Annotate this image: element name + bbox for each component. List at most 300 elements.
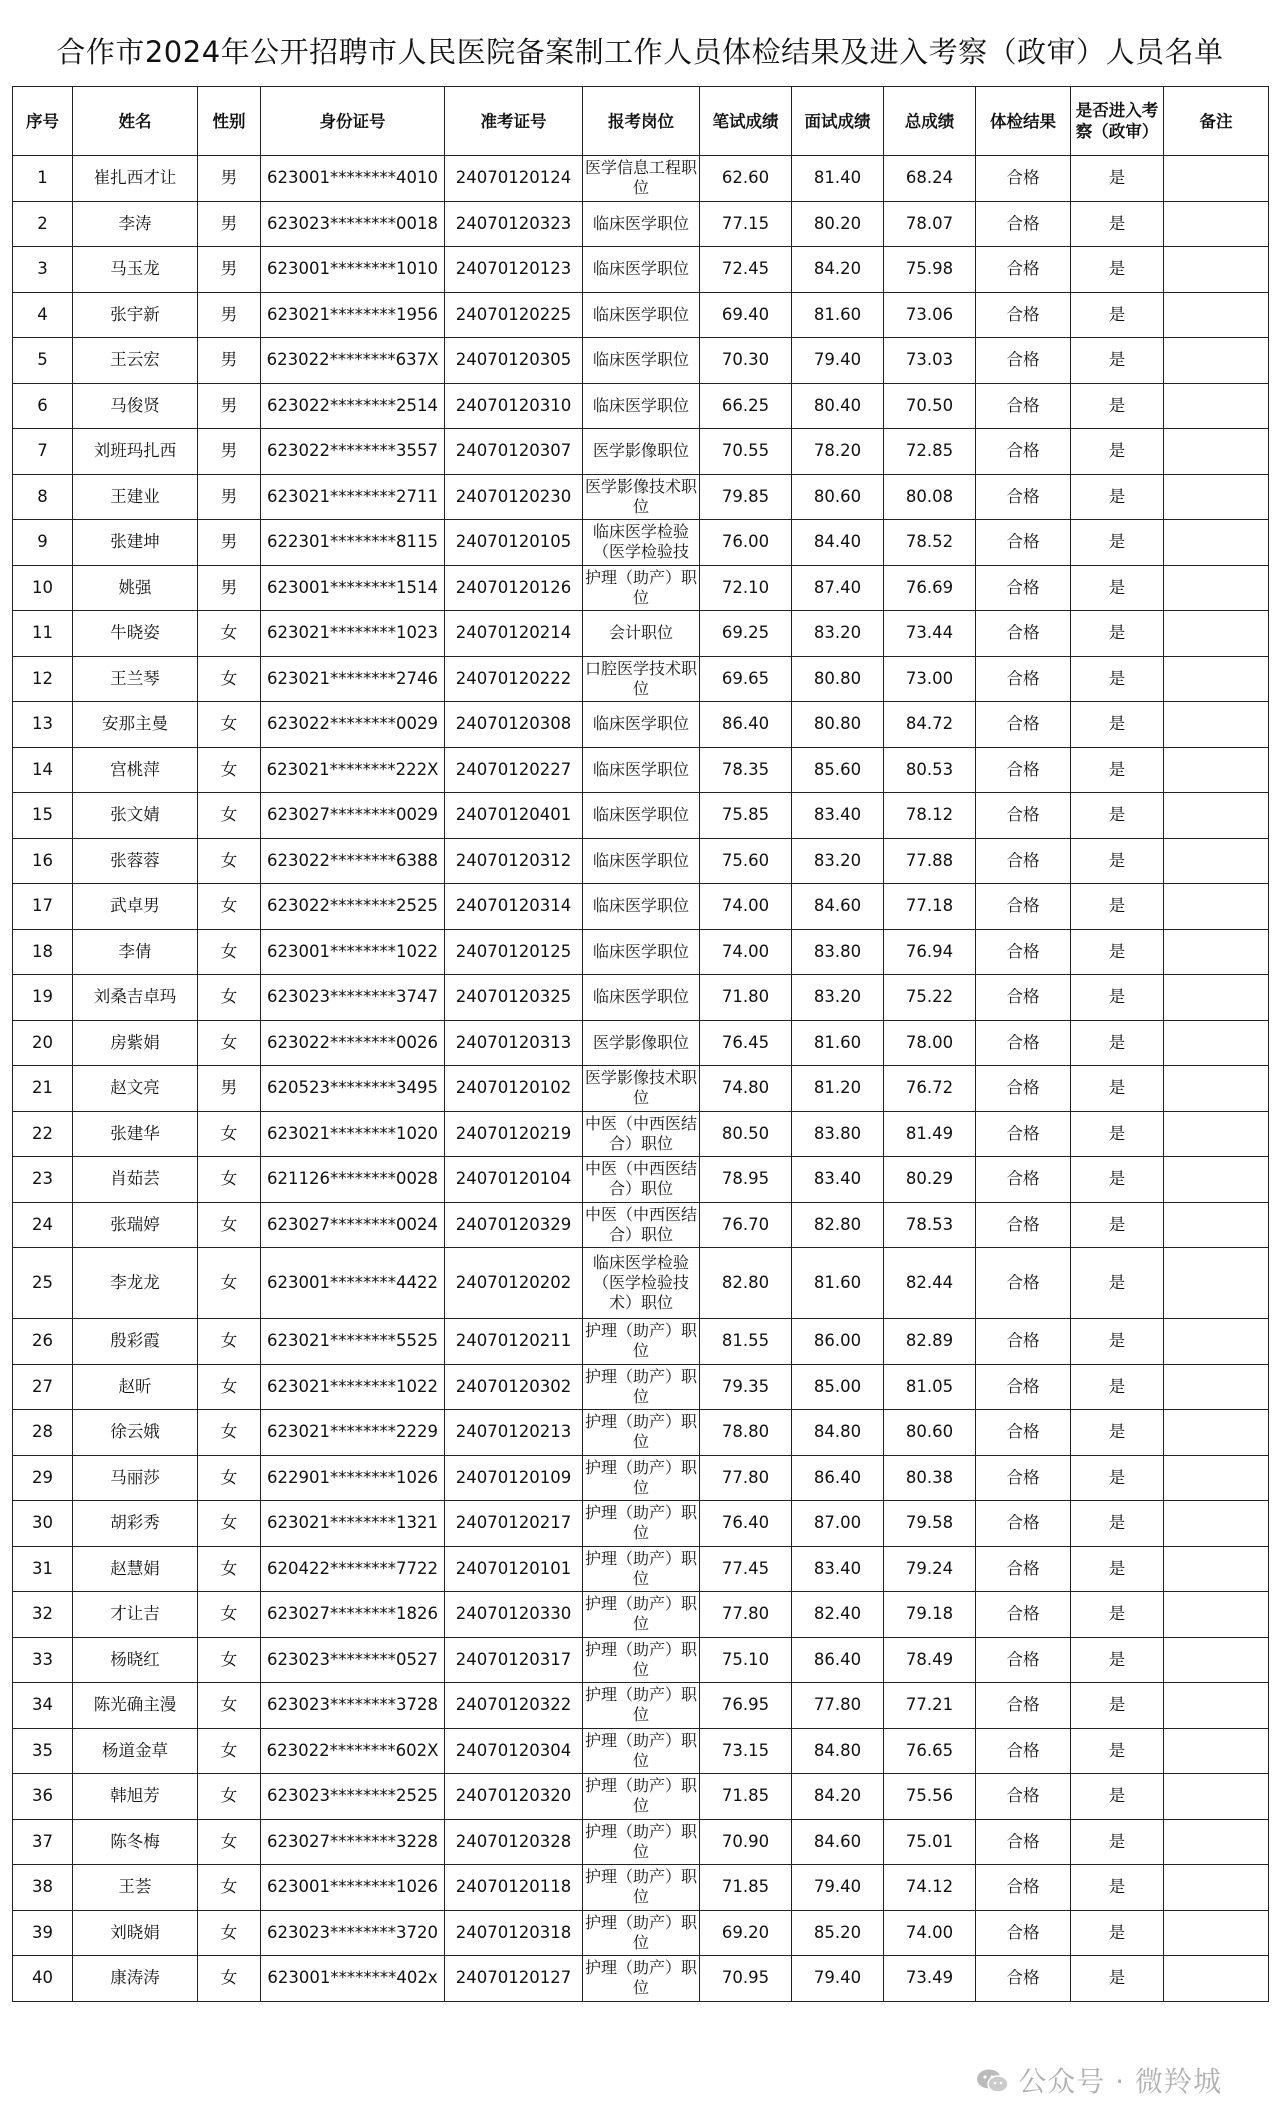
cell-written-score: 69.40 [700, 292, 792, 338]
cell-interview-score: 85.60 [792, 747, 884, 793]
cell-written-score: 76.45 [700, 1020, 792, 1066]
cell-remarks [1164, 1020, 1269, 1066]
cell-position: 护理（助产）职位 [583, 1774, 700, 1820]
cell-interview-score: 83.20 [792, 975, 884, 1021]
cell-id-number: 623001********1026 [261, 1865, 445, 1911]
cell-position: 护理（助产）职位 [583, 1364, 700, 1410]
header-interview-score: 面试成绩 [792, 87, 884, 156]
cell-position: 临床医学职位 [583, 929, 700, 975]
cell-gender: 女 [198, 656, 261, 702]
cell-name: 李龙龙 [73, 1248, 198, 1319]
cell-medical-result: 合格 [976, 1410, 1071, 1456]
cell-interview-score: 86.40 [792, 1637, 884, 1683]
cell-index: 1 [13, 156, 73, 202]
cell-name: 宫桃萍 [73, 747, 198, 793]
cell-written-score: 70.55 [700, 429, 792, 475]
cell-exam-number: 24070120227 [445, 747, 583, 793]
cell-inspection: 是 [1071, 793, 1164, 839]
watermark [976, 2060, 1222, 2100]
table-row [13, 1501, 1269, 1547]
cell-gender: 男 [198, 429, 261, 475]
cell-total-score: 76.94 [884, 929, 976, 975]
cell-written-score: 86.40 [700, 702, 792, 748]
cell-remarks [1164, 520, 1269, 566]
cell-exam-number: 24070120329 [445, 1202, 583, 1248]
table-row [13, 383, 1269, 429]
cell-medical-result: 合格 [976, 1637, 1071, 1683]
table-row [13, 656, 1269, 702]
cell-medical-result: 合格 [976, 1546, 1071, 1592]
cell-exam-number: 24070120211 [445, 1319, 583, 1365]
cell-id-number: 623021********2229 [261, 1410, 445, 1456]
cell-total-score: 78.00 [884, 1020, 976, 1066]
table-row [13, 1455, 1269, 1501]
cell-exam-number: 24070120401 [445, 793, 583, 839]
cell-id-number: 623022********0026 [261, 1020, 445, 1066]
cell-id-number: 623001********1022 [261, 929, 445, 975]
cell-total-score: 79.24 [884, 1546, 976, 1592]
table-row [13, 1728, 1269, 1774]
cell-gender: 男 [198, 474, 261, 520]
cell-index: 30 [13, 1501, 73, 1547]
cell-total-score: 80.38 [884, 1455, 976, 1501]
cell-exam-number: 24070120213 [445, 1410, 583, 1456]
cell-gender: 男 [198, 201, 261, 247]
cell-written-score: 78.35 [700, 747, 792, 793]
cell-total-score: 78.12 [884, 793, 976, 839]
cell-exam-number: 24070120328 [445, 1819, 583, 1865]
cell-medical-result: 合格 [976, 1248, 1071, 1319]
cell-index: 26 [13, 1319, 73, 1365]
cell-name: 武卓男 [73, 884, 198, 930]
cell-position: 临床医学职位 [583, 383, 700, 429]
cell-index: 39 [13, 1910, 73, 1956]
cell-name: 张瑞婷 [73, 1202, 198, 1248]
table-row [13, 702, 1269, 748]
cell-index: 14 [13, 747, 73, 793]
table-row [13, 1956, 1269, 2002]
cell-exam-number: 24070120126 [445, 565, 583, 611]
cell-medical-result: 合格 [976, 1910, 1071, 1956]
cell-name: 王云宏 [73, 338, 198, 384]
cell-medical-result: 合格 [976, 838, 1071, 884]
cell-index: 16 [13, 838, 73, 884]
cell-inspection: 是 [1071, 1364, 1164, 1410]
cell-position: 护理（助产）职位 [583, 1683, 700, 1729]
cell-exam-number: 24070120202 [445, 1248, 583, 1319]
cell-name: 康涛涛 [73, 1956, 198, 2002]
cell-name: 张蓉蓉 [73, 838, 198, 884]
cell-gender: 女 [198, 975, 261, 1021]
cell-id-number: 623021********2711 [261, 474, 445, 520]
cell-remarks [1164, 1637, 1269, 1683]
table-row [13, 1819, 1269, 1865]
cell-medical-result: 合格 [976, 156, 1071, 202]
cell-written-score: 81.55 [700, 1319, 792, 1365]
cell-id-number: 623023********3728 [261, 1683, 445, 1729]
cell-interview-score: 87.40 [792, 565, 884, 611]
header-index: 序号 [13, 87, 73, 156]
cell-interview-score: 84.60 [792, 884, 884, 930]
cell-inspection: 是 [1071, 702, 1164, 748]
cell-name: 赵慧娟 [73, 1546, 198, 1592]
cell-position: 临床医学检验（医学检验技术）职位 [583, 1248, 700, 1319]
cell-name: 崔扎西才让 [73, 156, 198, 202]
cell-name: 殷彩霞 [73, 1319, 198, 1365]
table-row [13, 1020, 1269, 1066]
cell-total-score: 78.07 [884, 201, 976, 247]
cell-remarks [1164, 702, 1269, 748]
cell-id-number: 623001********1010 [261, 247, 445, 293]
cell-exam-number: 24070120330 [445, 1592, 583, 1638]
cell-gender: 男 [198, 247, 261, 293]
cell-inspection: 是 [1071, 292, 1164, 338]
cell-inspection: 是 [1071, 1546, 1164, 1592]
cell-index: 35 [13, 1728, 73, 1774]
cell-inspection: 是 [1071, 1410, 1164, 1456]
cell-name: 刘班玛扎西 [73, 429, 198, 475]
cell-medical-result: 合格 [976, 1683, 1071, 1729]
cell-inspection: 是 [1071, 1865, 1164, 1911]
cell-gender: 女 [198, 1592, 261, 1638]
cell-id-number: 623021********1023 [261, 611, 445, 657]
cell-interview-score: 84.40 [792, 520, 884, 566]
cell-medical-result: 合格 [976, 1157, 1071, 1203]
cell-total-score: 77.88 [884, 838, 976, 884]
cell-interview-score: 80.60 [792, 474, 884, 520]
watermark-text: 公众号 · 微羚城 [1018, 2065, 1222, 2098]
cell-gender: 女 [198, 1248, 261, 1319]
cell-name: 杨道金草 [73, 1728, 198, 1774]
cell-total-score: 82.44 [884, 1248, 976, 1319]
cell-position: 中医（中西医结合）职位 [583, 1202, 700, 1248]
cell-remarks [1164, 292, 1269, 338]
cell-id-number: 623027********1826 [261, 1592, 445, 1638]
cell-medical-result: 合格 [976, 520, 1071, 566]
cell-interview-score: 83.20 [792, 838, 884, 884]
cell-index: 5 [13, 338, 73, 384]
cell-remarks [1164, 656, 1269, 702]
cell-gender: 女 [198, 1111, 261, 1157]
cell-name: 才让吉 [73, 1592, 198, 1638]
cell-gender: 男 [198, 383, 261, 429]
cell-total-score: 73.49 [884, 1956, 976, 2002]
cell-name: 胡彩秀 [73, 1501, 198, 1547]
table-row [13, 520, 1269, 566]
cell-name: 姚强 [73, 565, 198, 611]
table-row [13, 793, 1269, 839]
cell-medical-result: 合格 [976, 201, 1071, 247]
cell-gender: 女 [198, 1546, 261, 1592]
cell-total-score: 75.56 [884, 1774, 976, 1820]
cell-medical-result: 合格 [976, 1455, 1071, 1501]
cell-index: 21 [13, 1066, 73, 1112]
cell-position: 临床医学职位 [583, 338, 700, 384]
cell-name: 牛晓姿 [73, 611, 198, 657]
cell-written-score: 77.80 [700, 1455, 792, 1501]
cell-inspection: 是 [1071, 338, 1164, 384]
cell-total-score: 79.58 [884, 1501, 976, 1547]
table-row [13, 1319, 1269, 1365]
cell-gender: 女 [198, 793, 261, 839]
cell-medical-result: 合格 [976, 338, 1071, 384]
cell-interview-score: 84.20 [792, 1774, 884, 1820]
cell-id-number: 620422********7722 [261, 1546, 445, 1592]
cell-written-score: 78.80 [700, 1410, 792, 1456]
cell-interview-score: 80.80 [792, 656, 884, 702]
cell-index: 24 [13, 1202, 73, 1248]
table-row [13, 201, 1269, 247]
cell-total-score: 76.69 [884, 565, 976, 611]
cell-index: 38 [13, 1865, 73, 1911]
cell-index: 28 [13, 1410, 73, 1456]
table-row [13, 929, 1269, 975]
cell-gender: 女 [198, 702, 261, 748]
results-table [12, 86, 1269, 2002]
table-row [13, 1637, 1269, 1683]
cell-remarks [1164, 156, 1269, 202]
cell-total-score: 79.18 [884, 1592, 976, 1638]
cell-gender: 女 [198, 1020, 261, 1066]
cell-position: 医学影像职位 [583, 1020, 700, 1066]
cell-remarks [1164, 838, 1269, 884]
cell-exam-number: 24070120123 [445, 247, 583, 293]
cell-remarks [1164, 1066, 1269, 1112]
cell-index: 22 [13, 1111, 73, 1157]
cell-index: 25 [13, 1248, 73, 1319]
header-medical-result: 体检结果 [976, 87, 1071, 156]
cell-inspection: 是 [1071, 1819, 1164, 1865]
cell-interview-score: 81.40 [792, 156, 884, 202]
cell-position: 护理（助产）职位 [583, 1546, 700, 1592]
table-row [13, 565, 1269, 611]
cell-exam-number: 24070120317 [445, 1637, 583, 1683]
cell-id-number: 622301********8115 [261, 520, 445, 566]
cell-id-number: 623023********2525 [261, 1774, 445, 1820]
cell-interview-score: 87.00 [792, 1501, 884, 1547]
cell-interview-score: 81.60 [792, 1248, 884, 1319]
cell-id-number: 623001********1514 [261, 565, 445, 611]
cell-inspection: 是 [1071, 1637, 1164, 1683]
cell-remarks [1164, 1364, 1269, 1410]
cell-remarks [1164, 429, 1269, 475]
cell-id-number: 623023********3720 [261, 1910, 445, 1956]
header-position: 报考岗位 [583, 87, 700, 156]
cell-medical-result: 合格 [976, 611, 1071, 657]
cell-exam-number: 24070120325 [445, 975, 583, 1021]
cell-written-score: 76.40 [700, 1501, 792, 1547]
cell-written-score: 79.85 [700, 474, 792, 520]
cell-position: 护理（助产）职位 [583, 1455, 700, 1501]
cell-id-number: 623022********0029 [261, 702, 445, 748]
table-row [13, 1683, 1269, 1729]
cell-interview-score: 84.80 [792, 1410, 884, 1456]
cell-index: 19 [13, 975, 73, 1021]
cell-position: 护理（助产）职位 [583, 1501, 700, 1547]
cell-medical-result: 合格 [976, 565, 1071, 611]
cell-remarks [1164, 565, 1269, 611]
cell-gender: 女 [198, 1728, 261, 1774]
cell-name: 王建业 [73, 474, 198, 520]
cell-index: 7 [13, 429, 73, 475]
cell-inspection: 是 [1071, 383, 1164, 429]
cell-id-number: 623022********2514 [261, 383, 445, 429]
cell-index: 23 [13, 1157, 73, 1203]
cell-name: 陈冬梅 [73, 1819, 198, 1865]
cell-inspection: 是 [1071, 156, 1164, 202]
cell-exam-number: 24070120217 [445, 1501, 583, 1547]
cell-written-score: 75.10 [700, 1637, 792, 1683]
table-row [13, 611, 1269, 657]
cell-exam-number: 24070120127 [445, 1956, 583, 2002]
cell-total-score: 80.53 [884, 747, 976, 793]
cell-medical-result: 合格 [976, 1066, 1071, 1112]
table-row [13, 1364, 1269, 1410]
cell-id-number: 621126********0028 [261, 1157, 445, 1203]
cell-name: 马俊贤 [73, 383, 198, 429]
cell-exam-number: 24070120310 [445, 383, 583, 429]
cell-interview-score: 85.00 [792, 1364, 884, 1410]
table-row [13, 838, 1269, 884]
cell-id-number: 623022********2525 [261, 884, 445, 930]
cell-inspection: 是 [1071, 429, 1164, 475]
cell-written-score: 74.00 [700, 929, 792, 975]
cell-written-score: 82.80 [700, 1248, 792, 1319]
cell-exam-number: 24070120304 [445, 1728, 583, 1774]
cell-remarks [1164, 747, 1269, 793]
cell-position: 护理（助产）职位 [583, 1637, 700, 1683]
table-row [13, 1546, 1269, 1592]
cell-exam-number: 24070120307 [445, 429, 583, 475]
cell-position: 临床医学职位 [583, 884, 700, 930]
cell-index: 40 [13, 1956, 73, 2002]
cell-medical-result: 合格 [976, 1865, 1071, 1911]
cell-total-score: 78.53 [884, 1202, 976, 1248]
cell-remarks [1164, 1819, 1269, 1865]
cell-written-score: 74.80 [700, 1066, 792, 1112]
cell-gender: 女 [198, 611, 261, 657]
cell-medical-result: 合格 [976, 1020, 1071, 1066]
cell-inspection: 是 [1071, 1066, 1164, 1112]
cell-id-number: 623021********222X [261, 747, 445, 793]
cell-written-score: 66.25 [700, 383, 792, 429]
cell-total-score: 73.00 [884, 656, 976, 702]
cell-exam-number: 24070120322 [445, 1683, 583, 1729]
cell-gender: 女 [198, 1364, 261, 1410]
table-row [13, 1910, 1269, 1956]
cell-written-score: 73.15 [700, 1728, 792, 1774]
cell-position: 护理（助产）职位 [583, 1956, 700, 2002]
cell-written-score: 75.60 [700, 838, 792, 884]
cell-name: 房紫娟 [73, 1020, 198, 1066]
cell-name: 韩旭芳 [73, 1774, 198, 1820]
cell-written-score: 76.00 [700, 520, 792, 566]
cell-remarks [1164, 1455, 1269, 1501]
cell-gender: 女 [198, 1819, 261, 1865]
cell-medical-result: 合格 [976, 1592, 1071, 1638]
cell-exam-number: 24070120313 [445, 1020, 583, 1066]
cell-inspection: 是 [1071, 838, 1164, 884]
cell-inspection: 是 [1071, 565, 1164, 611]
cell-remarks [1164, 611, 1269, 657]
cell-written-score: 79.35 [700, 1364, 792, 1410]
cell-interview-score: 77.80 [792, 1683, 884, 1729]
cell-total-score: 81.05 [884, 1364, 976, 1410]
cell-total-score: 68.24 [884, 156, 976, 202]
cell-id-number: 623001********402x [261, 1956, 445, 2002]
cell-written-score: 76.70 [700, 1202, 792, 1248]
cell-interview-score: 83.20 [792, 611, 884, 657]
cell-interview-score: 78.20 [792, 429, 884, 475]
cell-medical-result: 合格 [976, 383, 1071, 429]
cell-id-number: 623021********1022 [261, 1364, 445, 1410]
cell-medical-result: 合格 [976, 1774, 1071, 1820]
header-total-score: 总成绩 [884, 87, 976, 156]
cell-written-score: 70.30 [700, 338, 792, 384]
cell-total-score: 80.29 [884, 1157, 976, 1203]
cell-interview-score: 80.40 [792, 383, 884, 429]
cell-inspection: 是 [1071, 1592, 1164, 1638]
header-written-score: 笔试成绩 [700, 87, 792, 156]
cell-remarks [1164, 1111, 1269, 1157]
cell-medical-result: 合格 [976, 747, 1071, 793]
cell-total-score: 81.49 [884, 1111, 976, 1157]
cell-index: 18 [13, 929, 73, 975]
cell-written-score: 74.00 [700, 884, 792, 930]
cell-interview-score: 83.80 [792, 929, 884, 975]
cell-name: 王荟 [73, 1865, 198, 1911]
cell-position: 护理（助产）职位 [583, 1865, 700, 1911]
cell-medical-result: 合格 [976, 429, 1071, 475]
cell-id-number: 623021********1321 [261, 1501, 445, 1547]
cell-gender: 女 [198, 747, 261, 793]
cell-index: 20 [13, 1020, 73, 1066]
cell-total-score: 75.01 [884, 1819, 976, 1865]
cell-exam-number: 24070120118 [445, 1865, 583, 1911]
cell-interview-score: 83.80 [792, 1111, 884, 1157]
cell-inspection: 是 [1071, 1956, 1164, 2002]
cell-exam-number: 24070120214 [445, 611, 583, 657]
cell-total-score: 80.60 [884, 1410, 976, 1456]
cell-inspection: 是 [1071, 1111, 1164, 1157]
cell-medical-result: 合格 [976, 702, 1071, 748]
cell-name: 刘桑吉卓玛 [73, 975, 198, 1021]
table-row [13, 1592, 1269, 1638]
cell-total-score: 78.52 [884, 520, 976, 566]
cell-interview-score: 86.00 [792, 1319, 884, 1365]
cell-interview-score: 83.40 [792, 1157, 884, 1203]
document-title: 合作市2024年公开招聘市人民医院备案制工作人员体检结果及进入考察（政审）人员名单 [56, 35, 1224, 69]
cell-gender: 女 [198, 1501, 261, 1547]
cell-inspection: 是 [1071, 611, 1164, 657]
cell-gender: 男 [198, 565, 261, 611]
table-row [13, 1111, 1269, 1157]
header-id-number: 身份证号 [261, 87, 445, 156]
header-gender: 性别 [198, 87, 261, 156]
cell-written-score: 71.85 [700, 1774, 792, 1820]
cell-total-score: 75.98 [884, 247, 976, 293]
cell-exam-number: 24070120124 [445, 156, 583, 202]
cell-inspection: 是 [1071, 747, 1164, 793]
cell-written-score: 70.95 [700, 1956, 792, 2002]
cell-inspection: 是 [1071, 1248, 1164, 1319]
table-row [13, 292, 1269, 338]
cell-position: 临床医学职位 [583, 292, 700, 338]
cell-name: 李倩 [73, 929, 198, 975]
cell-remarks [1164, 1728, 1269, 1774]
table-row [13, 884, 1269, 930]
cell-medical-result: 合格 [976, 1364, 1071, 1410]
